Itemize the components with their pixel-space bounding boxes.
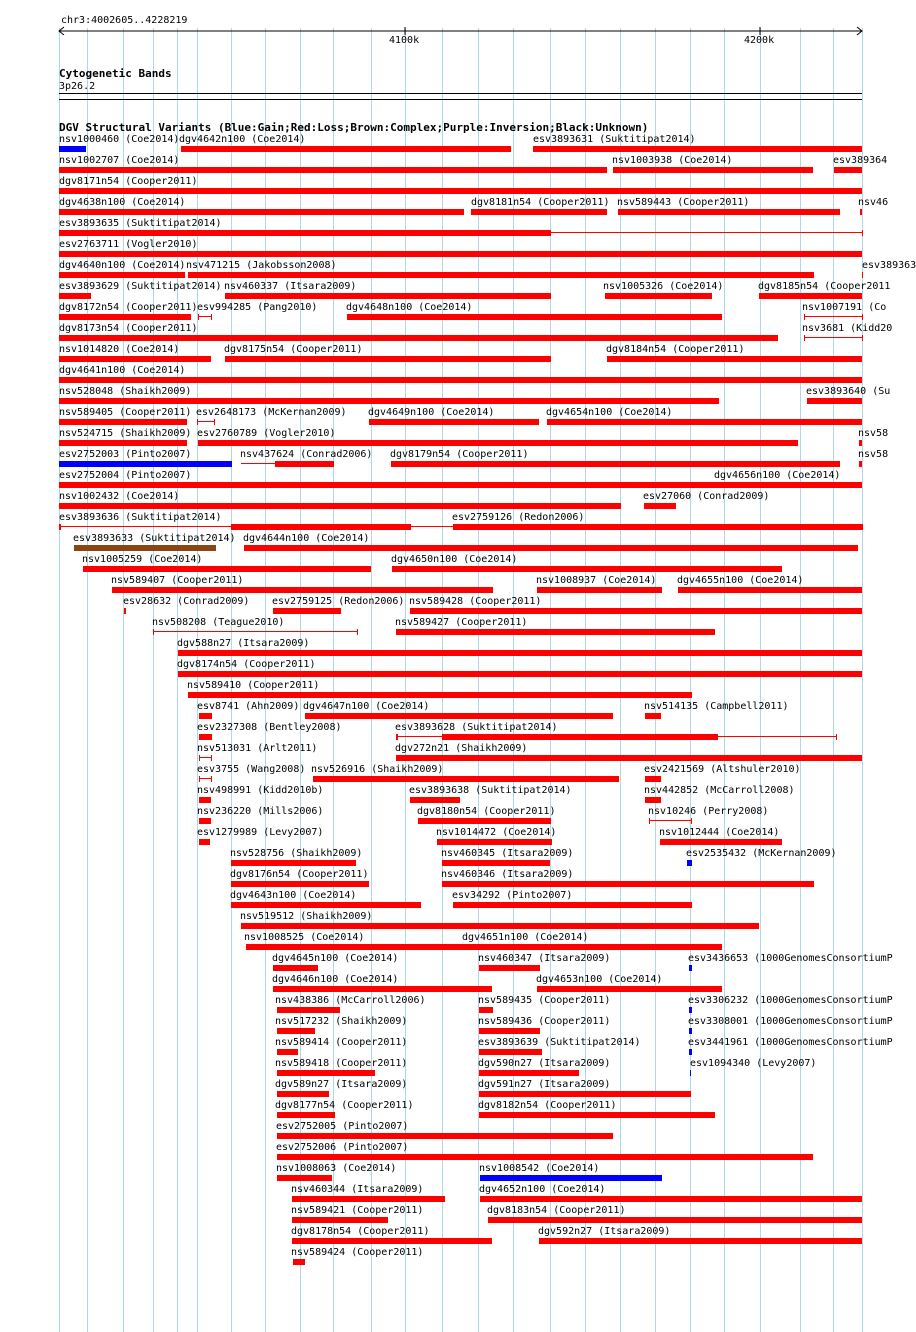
- feature-label[interactable]: esv1094340 (Levy2007): [690, 1058, 817, 1069]
- feature-label[interactable]: dgv8185n54 (Cooper2011: [758, 281, 891, 292]
- feature-label[interactable]: nsv471215 (Jakobsson2008): [186, 260, 337, 271]
- feature-label[interactable]: dgv8171n54 (Cooper2011): [59, 176, 198, 187]
- feature-label[interactable]: nsv524715 (Shaikh2009): [59, 428, 192, 439]
- feature-bar[interactable]: [418, 818, 551, 824]
- feature-label[interactable]: dgv591n27 (Itsara2009): [478, 1079, 611, 1090]
- feature-label[interactable]: dgv4642n100 (Coe2014): [179, 134, 306, 145]
- feature-bar[interactable]: [273, 608, 341, 614]
- feature-label[interactable]: dgv4651n100 (Coe2014): [462, 932, 589, 943]
- feature-label[interactable]: esv2759126 (Redon2006): [452, 512, 585, 523]
- feature-label[interactable]: dgv4644n100 (Coe2014): [243, 533, 370, 544]
- cytoband-label: 3p26.2: [59, 81, 96, 92]
- feature-label[interactable]: esv2752005 (Pinto2007): [276, 1121, 409, 1132]
- feature-bar[interactable]: [645, 713, 661, 719]
- feature-label[interactable]: esv2421569 (Altshuler2010): [644, 764, 801, 775]
- feature-label[interactable]: dgv8173n54 (Cooper2011): [59, 323, 198, 334]
- feature-label[interactable]: nsv1002432 (Coe2014): [59, 491, 180, 502]
- feature-label[interactable]: nsv589436 (Cooper2011): [478, 1016, 611, 1027]
- feature-bar[interactable]: [199, 839, 210, 845]
- feature-bar[interactable]: [480, 1175, 662, 1181]
- feature-label[interactable]: nsv460346 (Itsara2009): [441, 869, 574, 880]
- feature-label[interactable]: dgv8177n54 (Cooper2011): [275, 1100, 414, 1111]
- feature-bar[interactable]: [211, 776, 212, 782]
- feature-bar[interactable]: [479, 1070, 579, 1076]
- feature-bar[interactable]: [211, 755, 212, 761]
- feature-bar[interactable]: [804, 335, 805, 341]
- cytoband-track-title: Cytogenetic Bands: [59, 67, 172, 80]
- feature-label[interactable]: nsv589418 (Cooper2011): [275, 1058, 408, 1069]
- feature-label[interactable]: esv2752004 (Pinto2007): [59, 470, 192, 481]
- feature-label[interactable]: esv3755 (Wang2008): [197, 764, 306, 775]
- feature-label[interactable]: nsv1003938 (Coe2014): [612, 155, 733, 166]
- feature-label[interactable]: dgv4647n100 (Coe2014): [303, 701, 430, 712]
- ruler-tick-label: 4200k: [744, 35, 775, 46]
- feature-bar[interactable]: [649, 820, 691, 821]
- feature-label[interactable]: esv1279989 (Levy2007): [197, 827, 324, 838]
- feature-label[interactable]: nsv1008525 (Coe2014): [244, 932, 365, 943]
- feature-bar[interactable]: [199, 778, 211, 779]
- feature-label[interactable]: dgv4638n100 (Coe2014): [59, 197, 186, 208]
- feature-bar[interactable]: [199, 755, 200, 761]
- feature-bar[interactable]: [607, 356, 862, 362]
- feature-bar[interactable]: [690, 1070, 691, 1076]
- feature-label[interactable]: esv2327308 (Bentley2008): [197, 722, 342, 733]
- feature-label[interactable]: nsv460337 (Itsara2009): [224, 281, 357, 292]
- feature-bar[interactable]: [479, 1112, 715, 1118]
- feature-bar[interactable]: [74, 545, 215, 551]
- feature-bar[interactable]: [862, 272, 863, 278]
- feature-label[interactable]: dgv8183n54 (Cooper2011): [487, 1205, 626, 1216]
- feature-label[interactable]: dgv8184n54 (Cooper2011): [606, 344, 745, 355]
- feature-label[interactable]: dgv8180n54 (Cooper2011): [417, 806, 556, 817]
- feature-bar[interactable]: [59, 440, 187, 446]
- feature-label[interactable]: nsv513031 (Arlt2011): [197, 743, 318, 754]
- feature-label[interactable]: dgv588n27 (Itsara2009): [177, 638, 310, 649]
- feature-bar[interactable]: [357, 629, 358, 635]
- feature-bar[interactable]: [277, 1175, 332, 1181]
- feature-label[interactable]: esv2535432 (McKernan2009): [686, 848, 837, 859]
- feature-bar[interactable]: [153, 631, 357, 632]
- feature-bar[interactable]: [333, 461, 334, 467]
- feature-bar[interactable]: [231, 524, 411, 530]
- feature-label[interactable]: esv3893629 (Suktitipat2014): [59, 281, 222, 292]
- feature-bar[interactable]: [442, 734, 718, 740]
- feature-label[interactable]: nsv1012444 (Coe2014): [659, 827, 780, 838]
- feature-label[interactable]: nsv10246 (Perry2008): [648, 806, 769, 817]
- feature-bar[interactable]: [59, 293, 91, 299]
- feature-bar[interactable]: [273, 965, 318, 971]
- feature-bar[interactable]: [410, 608, 862, 614]
- feature-bar[interactable]: [453, 524, 862, 530]
- feature-bar[interactable]: [649, 818, 650, 824]
- feature-bar[interactable]: [188, 272, 814, 278]
- feature-bar[interactable]: [836, 734, 837, 740]
- feature-bar[interactable]: [862, 524, 863, 530]
- feature-label[interactable]: esv3308001 (1000GenomesConsortiumP: [688, 1016, 893, 1027]
- feature-bar[interactable]: [277, 1091, 329, 1097]
- feature-label[interactable]: dgv8182n54 (Cooper2011): [478, 1100, 617, 1111]
- feature-label[interactable]: nsv460347 (Itsara2009): [478, 953, 611, 964]
- feature-bar[interactable]: [231, 881, 369, 887]
- feature-bar[interactable]: [59, 251, 862, 257]
- feature-bar[interactable]: [396, 755, 862, 761]
- feature-bar[interactable]: [479, 1007, 493, 1013]
- feature-bar[interactable]: [112, 587, 493, 593]
- feature-bar[interactable]: [225, 356, 551, 362]
- feature-bar[interactable]: [198, 440, 798, 446]
- feature-bar[interactable]: [645, 797, 661, 803]
- feature-label[interactable]: dgv8181n54 (Cooper2011): [471, 197, 610, 208]
- feature-bar[interactable]: [277, 1028, 315, 1034]
- feature-bar[interactable]: [396, 734, 398, 740]
- feature-bar[interactable]: [689, 1028, 692, 1034]
- feature-bar[interactable]: [59, 167, 607, 173]
- feature-bar[interactable]: [277, 1112, 335, 1118]
- feature-bar[interactable]: [178, 671, 862, 677]
- feature-bar[interactable]: [199, 734, 212, 740]
- feature-bar[interactable]: [275, 461, 333, 467]
- feature-bar[interactable]: [479, 965, 540, 971]
- feature-bar[interactable]: [605, 293, 712, 299]
- feature-bar[interactable]: [533, 146, 862, 152]
- feature-bar[interactable]: [313, 776, 619, 782]
- feature-label[interactable]: dgv4656n100 (Coe2014): [714, 470, 841, 481]
- feature-label[interactable]: dgv4641n100 (Coe2014): [59, 365, 186, 376]
- feature-bar[interactable]: [804, 316, 862, 317]
- feature-label[interactable]: dgv4654n100 (Coe2014): [546, 407, 673, 418]
- feature-label[interactable]: dgv4643n100 (Coe2014): [230, 890, 357, 901]
- feature-label[interactable]: dgv272n21 (Shaikh2009): [395, 743, 528, 754]
- feature-label[interactable]: nsv58: [858, 449, 889, 460]
- feature-label[interactable]: nsv236220 (Mills2006): [197, 806, 324, 817]
- feature-bar[interactable]: [716, 482, 860, 488]
- feature-label[interactable]: nsv58: [858, 428, 889, 439]
- feature-bar[interactable]: [59, 335, 778, 341]
- feature-bar[interactable]: [660, 839, 782, 845]
- feature-bar[interactable]: [859, 440, 862, 446]
- feature-label[interactable]: dgv4646n100 (Coe2014): [272, 974, 399, 985]
- feature-bar[interactable]: [471, 209, 607, 215]
- feature-label[interactable]: nsv519512 (Shaikh2009): [240, 911, 373, 922]
- feature-label[interactable]: dgv4649n100 (Coe2014): [368, 407, 495, 418]
- feature-label[interactable]: esv3893640 (Su: [806, 386, 891, 397]
- feature-bar[interactable]: [59, 524, 61, 530]
- feature-label[interactable]: nsv589428 (Cooper2011): [409, 596, 542, 607]
- feature-label[interactable]: nsv1005259 (Coe2014): [82, 554, 203, 565]
- feature-bar[interactable]: [442, 881, 814, 887]
- feature-label[interactable]: esv3893628 (Suktitipat2014): [395, 722, 558, 733]
- feature-label[interactable]: nsv589435 (Cooper2011): [478, 995, 611, 1006]
- feature-bar[interactable]: [437, 839, 552, 845]
- feature-bar[interactable]: [293, 1259, 305, 1265]
- feature-bar[interactable]: [804, 337, 862, 338]
- feature-bar[interactable]: [804, 314, 805, 320]
- feature-label[interactable]: esv3893639 (Suktitipat2014): [478, 1037, 641, 1048]
- feature-bar[interactable]: [689, 1007, 692, 1013]
- feature-bar[interactable]: [277, 1133, 613, 1139]
- feature-bar[interactable]: [277, 1049, 298, 1055]
- feature-bar[interactable]: [645, 776, 661, 782]
- feature-bar[interactable]: [453, 902, 692, 908]
- feature-label[interactable]: dgv4640n100 (Coe2014): [59, 260, 186, 271]
- feature-bar[interactable]: [59, 146, 86, 152]
- feature-label[interactable]: esv3893633 (Suktitipat2014): [73, 533, 236, 544]
- feature-bar[interactable]: [197, 421, 214, 422]
- feature-bar[interactable]: [862, 314, 863, 320]
- feature-label[interactable]: esv2752003 (Pinto2007): [59, 449, 192, 460]
- feature-bar[interactable]: [59, 209, 464, 215]
- feature-label[interactable]: dgv8174n54 (Cooper2011): [177, 659, 316, 670]
- feature-bar[interactable]: [410, 797, 460, 803]
- feature-bar[interactable]: [618, 209, 840, 215]
- feature-label[interactable]: esv8741 (Ahn2009): [197, 701, 300, 712]
- feature-label[interactable]: esv27060 (Conrad2009): [643, 491, 770, 502]
- feature-bar[interactable]: [305, 713, 613, 719]
- feature-bar[interactable]: [759, 293, 862, 299]
- feature-bar[interactable]: [199, 818, 211, 824]
- feature-label[interactable]: nsv46: [858, 197, 889, 208]
- feature-label[interactable]: nsv1014820 (Coe2014): [59, 344, 180, 355]
- feature-label[interactable]: nsv589405 (Cooper2011): [59, 407, 192, 418]
- feature-bar[interactable]: [392, 566, 782, 572]
- feature-label[interactable]: nsv1008937 (Coe2014): [536, 575, 657, 586]
- feature-label[interactable]: nsv589414 (Cooper2011): [275, 1037, 408, 1048]
- feature-label[interactable]: esv28632 (Conrad2009): [123, 596, 250, 607]
- feature-bar[interactable]: [188, 692, 692, 698]
- feature-label[interactable]: esv3893638 (Suktitipat2014): [409, 785, 572, 796]
- feature-bar[interactable]: [59, 503, 621, 509]
- feature-bar[interactable]: [153, 629, 154, 635]
- feature-bar[interactable]: [547, 419, 862, 425]
- feature-bar[interactable]: [396, 629, 715, 635]
- feature-bar[interactable]: [860, 209, 862, 215]
- feature-label[interactable]: esv3306232 (1000GenomesConsortiumP: [688, 995, 893, 1006]
- feature-bar[interactable]: [277, 1007, 340, 1013]
- feature-bar[interactable]: [215, 545, 216, 551]
- feature-label[interactable]: esv34292 (Pinto2007): [452, 890, 573, 901]
- feature-label[interactable]: nsv3681 (Kidd20: [802, 323, 893, 334]
- feature-bar[interactable]: [199, 713, 212, 719]
- feature-bar[interactable]: [292, 1238, 492, 1244]
- feature-bar[interactable]: [488, 1217, 862, 1223]
- feature-label[interactable]: nsv442852 (McCarroll2008): [644, 785, 795, 796]
- feature-label[interactable]: nsv517232 (Shaikh2009): [275, 1016, 408, 1027]
- feature-label[interactable]: nsv1014472 (Coe2014): [436, 827, 557, 838]
- feature-bar[interactable]: [479, 1091, 691, 1097]
- feature-label[interactable]: esv3441961 (1000GenomesConsortiumP: [688, 1037, 893, 1048]
- feature-label[interactable]: nsv589427 (Cooper2011): [395, 617, 528, 628]
- feature-label[interactable]: esv2760789 (Vogler2010): [197, 428, 336, 439]
- feature-bar[interactable]: [292, 1217, 388, 1223]
- feature-bar[interactable]: [644, 503, 676, 509]
- feature-label[interactable]: esv389363: [862, 260, 916, 271]
- feature-label[interactable]: dgv4648n100 (Coe2014): [346, 302, 473, 313]
- feature-bar[interactable]: [59, 356, 211, 362]
- dgv-track-title: DGV Structural Variants (Blue:Gain;Red:Loss;Brown:Complex;Purple:Inversion;Black:Unknown): [59, 121, 649, 134]
- feature-bar[interactable]: [59, 377, 862, 383]
- feature-bar[interactable]: [231, 902, 421, 908]
- feature-bar[interactable]: [198, 314, 199, 320]
- feature-bar[interactable]: [59, 398, 719, 404]
- feature-label[interactable]: dgv4652n100 (Coe2014): [479, 1184, 606, 1195]
- feature-bar[interactable]: [807, 398, 862, 404]
- feature-label[interactable]: nsv508208 (Teague2010): [152, 617, 285, 628]
- feature-label[interactable]: dgv4653n100 (Coe2014): [536, 974, 663, 985]
- feature-label[interactable]: esv3436653 (1000GenomesConsortiumP: [688, 953, 893, 964]
- feature-label[interactable]: esv2648173 (McKernan2009): [196, 407, 347, 418]
- feature-bar[interactable]: [273, 986, 492, 992]
- feature-bar[interactable]: [199, 757, 211, 758]
- feature-label[interactable]: dgv8175n54 (Cooper2011): [224, 344, 363, 355]
- feature-label[interactable]: nsv528048 (Shaikh2009): [59, 386, 192, 397]
- feature-bar[interactable]: [211, 314, 212, 320]
- feature-label[interactable]: nsv460345 (Itsara2009): [441, 848, 574, 859]
- feature-bar[interactable]: [198, 316, 211, 317]
- ruler-location: chr3:4002605..4228219: [61, 15, 188, 26]
- feature-label[interactable]: nsv498991 (Kidd2010b): [197, 785, 324, 796]
- feature-label[interactable]: nsv589410 (Cooper2011): [187, 680, 320, 691]
- feature-bar[interactable]: [537, 986, 722, 992]
- feature-bar[interactable]: [59, 230, 551, 236]
- feature-bar[interactable]: [442, 860, 550, 866]
- feature-label[interactable]: dgv592n27 (Itsara2009): [538, 1226, 671, 1237]
- feature-bar[interactable]: [197, 419, 198, 425]
- feature-bar[interactable]: [687, 860, 692, 866]
- feature-bar[interactable]: [480, 1196, 862, 1202]
- feature-label[interactable]: esv3893636 (Suktitipat2014): [59, 512, 222, 523]
- feature-bar[interactable]: [225, 293, 551, 299]
- feature-label[interactable]: nsv589443 (Cooper2011): [617, 197, 750, 208]
- feature-label[interactable]: nsv1008063 (Coe2014): [276, 1163, 397, 1174]
- feature-bar[interactable]: [479, 1049, 542, 1055]
- feature-label[interactable]: esv994285 (Pang2010): [197, 302, 318, 313]
- feature-label[interactable]: esv2763711 (Vogler2010): [59, 239, 198, 250]
- feature-label[interactable]: esv389364: [833, 155, 888, 166]
- feature-bar[interactable]: [244, 545, 858, 551]
- feature-bar[interactable]: [124, 608, 126, 614]
- feature-bar[interactable]: [83, 566, 371, 572]
- feature-label[interactable]: dgv4650n100 (Coe2014): [391, 554, 518, 565]
- feature-bar[interactable]: [689, 965, 692, 971]
- feature-bar[interactable]: [292, 1196, 445, 1202]
- feature-bar[interactable]: [59, 419, 187, 425]
- feature-bar[interactable]: [369, 419, 539, 425]
- feature-label[interactable]: dgv8172n54 (Cooper2011): [59, 302, 198, 313]
- feature-label[interactable]: nsv528756 (Shaikh2009): [230, 848, 363, 859]
- feature-label[interactable]: dgv8176n54 (Cooper2011): [230, 869, 369, 880]
- ruler-tick-label: 4100k: [389, 35, 420, 46]
- feature-bar[interactable]: [277, 1154, 813, 1160]
- feature-bar[interactable]: [214, 419, 215, 425]
- feature-bar[interactable]: [59, 188, 862, 194]
- feature-bar[interactable]: [479, 1028, 540, 1034]
- feature-bar[interactable]: [347, 314, 722, 320]
- feature-bar[interactable]: [59, 314, 191, 320]
- feature-bar[interactable]: [859, 461, 862, 467]
- feature-bar[interactable]: [613, 167, 813, 173]
- feature-bar[interactable]: [181, 146, 511, 152]
- feature-label[interactable]: nsv589421 (Cooper2011): [291, 1205, 424, 1216]
- feature-label[interactable]: nsv1002707 (Coe2014): [59, 155, 180, 166]
- feature-label[interactable]: nsv526916 (Shaikh2009): [311, 764, 444, 775]
- feature-bar[interactable]: [199, 776, 200, 782]
- feature-label[interactable]: dgv4645n100 (Coe2014): [272, 953, 399, 964]
- feature-bar[interactable]: [678, 587, 862, 593]
- feature-bar[interactable]: [199, 797, 211, 803]
- feature-label[interactable]: nsv1000460 (Coe2014): [59, 134, 180, 145]
- feature-label[interactable]: dgv8179n54 (Cooper2011): [390, 449, 529, 460]
- feature-bar[interactable]: [241, 923, 759, 929]
- feature-bar[interactable]: [231, 860, 356, 866]
- feature-bar[interactable]: [391, 461, 840, 467]
- feature-label[interactable]: nsv437624 (Conrad2006): [240, 449, 373, 460]
- feature-bar[interactable]: [59, 272, 185, 278]
- feature-bar[interactable]: [277, 1070, 375, 1076]
- feature-label[interactable]: esv3893635 (Suktitipat2014): [59, 218, 222, 229]
- feature-label[interactable]: esv2752006 (Pinto2007): [276, 1142, 409, 1153]
- feature-bar[interactable]: [689, 1049, 692, 1055]
- feature-label[interactable]: nsv514135 (Campbell2011): [644, 701, 789, 712]
- feature-label[interactable]: nsv438386 (McCarroll2006): [275, 995, 426, 1006]
- feature-label[interactable]: esv2759125 (Redon2006): [272, 596, 405, 607]
- feature-bar[interactable]: [691, 818, 692, 824]
- feature-label[interactable]: nsv589424 (Cooper2011): [291, 1247, 424, 1258]
- feature-label[interactable]: dgv4655n100 (Coe2014): [677, 575, 804, 586]
- feature-label[interactable]: dgv8178n54 (Cooper2011): [291, 1226, 430, 1237]
- feature-bar[interactable]: [862, 335, 863, 341]
- feature-label[interactable]: nsv460344 (Itsara2009): [291, 1184, 424, 1195]
- feature-label[interactable]: esv3893631 (Suktitipat2014): [533, 134, 696, 145]
- feature-bar[interactable]: [834, 167, 862, 173]
- feature-label[interactable]: dgv590n27 (Itsara2009): [478, 1058, 611, 1069]
- feature-bar[interactable]: [178, 650, 862, 656]
- feature-label[interactable]: dgv589n27 (Itsara2009): [275, 1079, 408, 1090]
- feature-bar[interactable]: [59, 461, 232, 467]
- feature-bar[interactable]: [463, 944, 722, 950]
- feature-bar[interactable]: [537, 587, 662, 593]
- feature-label[interactable]: nsv1008542 (Coe2014): [479, 1163, 600, 1174]
- feature-label[interactable]: nsv589407 (Cooper2011): [111, 575, 244, 586]
- feature-bar[interactable]: [862, 230, 863, 236]
- feature-bar[interactable]: [539, 1238, 862, 1244]
- feature-label[interactable]: nsv1005326 (Coe2014): [603, 281, 724, 292]
- feature-label[interactable]: nsv1007191 (Co: [802, 302, 887, 313]
